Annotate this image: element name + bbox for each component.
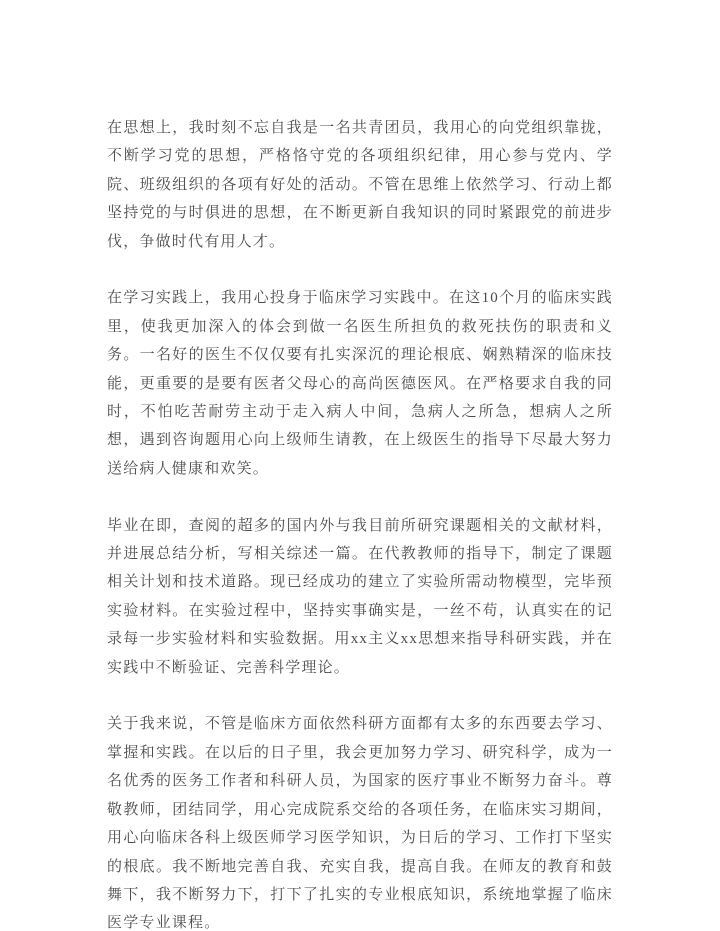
paragraph-future-outlook: 关于我来说，不管是临床方面依然科研方面都有太多的东西要去学习、掌握和实践。在以后的日子里，我会更加努力学习、研究科学，成为一名优秀的医务工作者和科研人员，为国家的医疗事业不断努力奋斗。尊敬教师，团结同学，用心完成院系交给的各项任务，在临床实习期间，用心向临床各科上级医师学习医学知识，为日后的学习、工作打下坚实的根底。我不断地完善自我、充实自我，提高自我。在师友的教育和鼓舞下，我不断努力下，打下了扎实的专业根底知识，系统地掌握了临床医学专业课程。 bbox=[107, 716, 613, 931]
paragraph-research: 毕业在即，查阅的超多的国内外与我目前所研究课题相关的文献材料，并进展总结分析，写相关综述一篇。在代教教师的指导下，制定了课题相关计划和技术道路。现已经成功的建立了实验所需动物模型，完毕预实验材料。在实验过程中，坚持实事确实是，一丝不苟，认真实在的记录每一步实验材料和实验数据。用xx主义xx思想来指导科研实践，并在实践中不断验证、完善科学理论。 bbox=[107, 517, 613, 676]
paragraph-clinical-practice: 在学习实践上，我用心投身于临床学习实践中。在这10个月的临床实践里，使我更加深入的体会到做一名医生所担负的救死扶伤的职责和义务。一名好的医生不仅仅要有扎实深沉的理论根底、娴熟精深的临床技能，更重要的是要有医者父母心的高尚医德医风。在严格要求自我的同时，不怕吃苦耐劳主动于走入病人中间，急病人之所急，想病人之所想，遇到咨询题用心向上级师生请教，在上级医生的指导下尽最大努力送给病人健康和欢笑。 bbox=[107, 290, 613, 477]
paragraph-ideology: 在思想上，我时刻不忘自我是一名共青团员，我用心的向党组织靠拢，不断学习党的思想，严格恪守党的各项组织纪律，用心参与党内、学院、班级组织的各项有好处的活动。不管在思维上依然学习、行动上都坚持党的与时俱进的思想，在不断更新自我知识的同时紧跟党的前进步伐，争做时代有用人才。 bbox=[107, 120, 613, 250]
